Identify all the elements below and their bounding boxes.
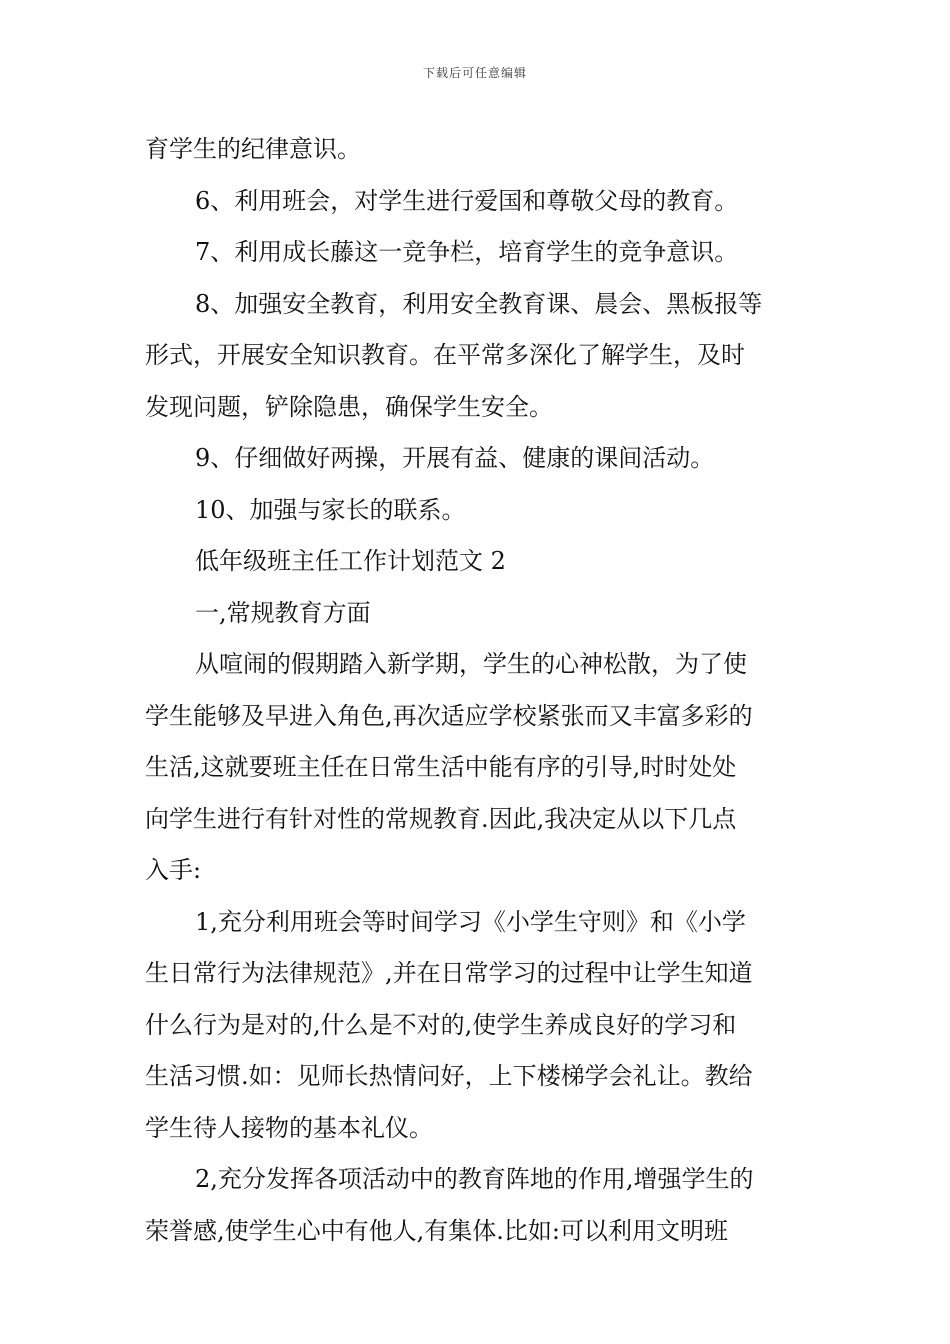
text-line: 学生能够及早进入角色,再次适应学校紧张而又丰富多彩的	[145, 701, 753, 730]
text-line: 向学生进行有针对性的常规教育.因此,我决定从以下几点	[145, 804, 737, 833]
text-line: 8、加强安全教育，利用安全教育课、晨会、黑板报等	[195, 289, 763, 318]
text-line: 10、加强与家长的联系。	[195, 495, 466, 524]
text-line: 学生待人接物的基本礼仪。	[145, 1113, 433, 1142]
section-title: 低年级班主任工作计划范文 2	[195, 547, 506, 575]
text-line: 生日常行为法律规范》,并在日常学习的过程中让学生知道	[145, 959, 753, 987]
text-line: 生活习惯.如：见师长热情问好，上下楼梯学会礼让。教给	[145, 1062, 753, 1090]
text-line: 7、利用成长藤这一竞争栏，培育学生的竞争意识。	[195, 238, 739, 266]
section-heading: 一,常规教育方面	[195, 598, 371, 627]
text-line: 6、利用班会，对学生进行爱国和尊敬父母的教育。	[195, 186, 739, 215]
text-line: 育学生的纪律意识。	[145, 135, 361, 163]
text-line: 什么行为是对的,什么是不对的,使学生养成良好的学习和	[145, 1010, 737, 1039]
document-body	[145, 124, 810, 1257]
text-line: 9、仔细做好两操，开展有益、健康的课间活动。	[195, 444, 715, 472]
text-line: 荣誉感,使学生心中有他人,有集体.比如:可以利用文明班	[145, 1216, 728, 1245]
text-line: 从喧闹的假期踏入新学期，学生的心神松散，为了使	[195, 650, 747, 678]
text-line: 形式，开展安全知识教育。在平常多深化了解学生，及时	[145, 341, 745, 369]
text-line: 发现问题，铲除隐患，确保学生安全。	[145, 392, 553, 421]
page-header: 下载后可任意编辑	[422, 66, 527, 80]
text-line: 生活,这就要班主任在日常生活中能有序的引导,时时处处	[145, 753, 737, 781]
text-line: 2,充分发挥各项活动中的教育阵地的作用,增强学生的	[195, 1165, 754, 1193]
text-line: 入手:	[145, 856, 202, 884]
text-line: 1,充分利用班会等时间学习《小学生守则》和《小学	[195, 907, 746, 936]
